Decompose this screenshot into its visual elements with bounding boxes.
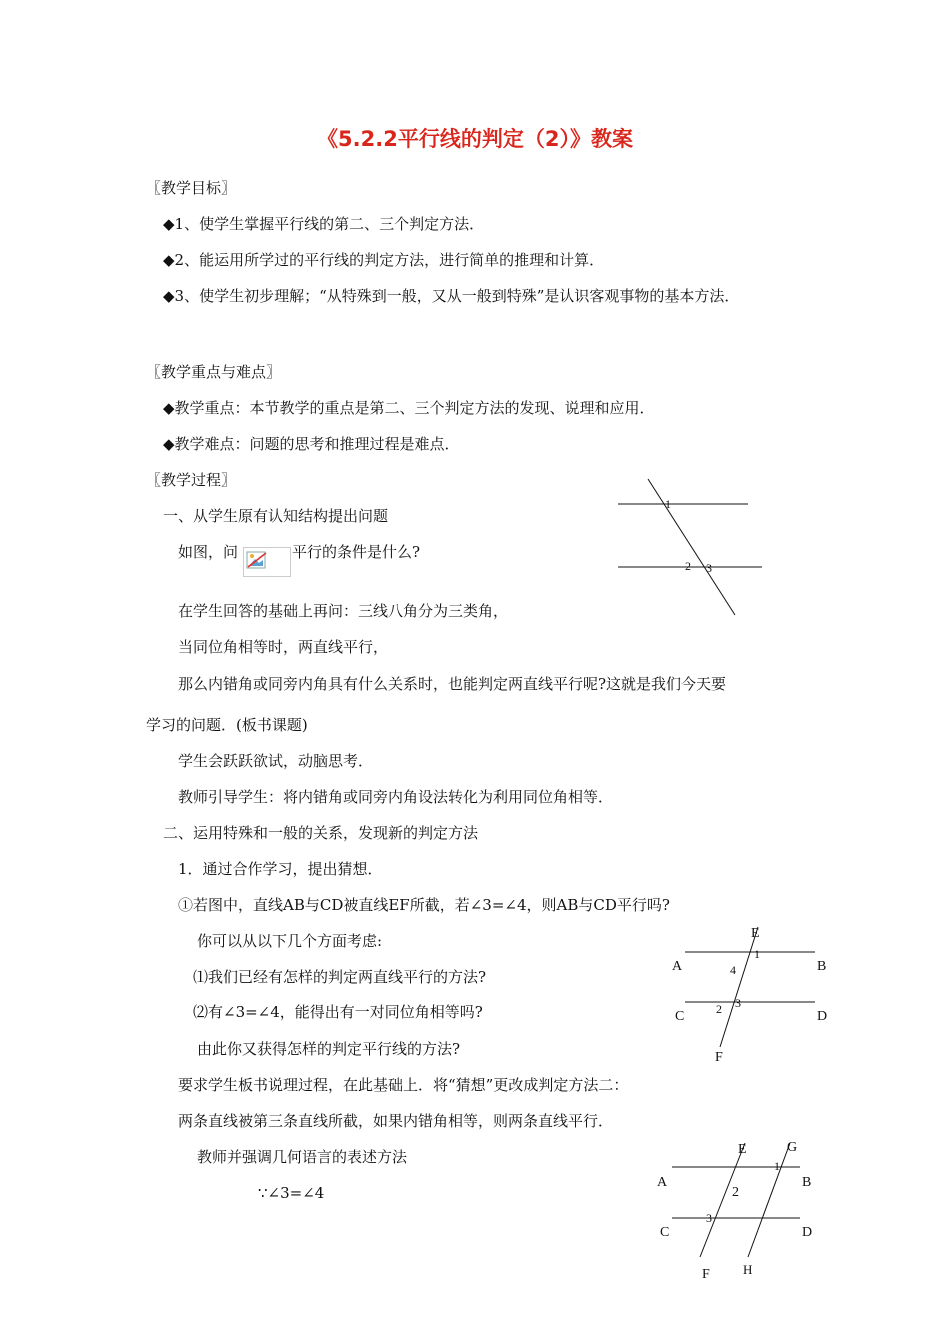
fig3-label: C [660,1225,670,1240]
fig3-label: B [802,1175,812,1190]
fig3-label: D [802,1225,813,1240]
fig2-label: 4 [730,963,736,977]
paragraph: 学习的问题．(板书课题) [146,716,308,734]
fig1-label: 2 [685,559,691,573]
fig2-label: 1 [754,947,760,961]
section-heading: 二、运用特殊和一般的关系，发现新的判定方法 [163,824,479,842]
fig3-label: 3 [706,1211,712,1225]
paragraph: 学生会跃跃欲试，动脑思考． [178,752,374,770]
objective-item: ◆2、能运用所学过的平行线的判定方法，进行简单的推理和计算． [163,251,605,269]
paragraph: 要求学生板书说理过程，在此基础上．将“猜想”更改成判定方法二： [178,1076,629,1094]
fig1-label: 1 [665,497,671,511]
fig1-transversal [648,479,735,615]
figure-transversal-ef [665,922,840,1067]
paragraph: ①若图中，直线AB与CD被直线EF所截，若∠3=∠4，则AB与CD平行吗? [178,896,670,914]
fig3-label: H [743,1262,753,1277]
paragraph: 你可以从以下几个方面考虑: [197,932,383,950]
paragraph: 1．通过合作学习，提出猜想． [178,860,383,878]
objectives-heading: 〖教学目标〗 [146,179,237,197]
fig2-label: 3 [735,996,741,1010]
document-title: 《5.2.2平行线的判定（2）》教案 [317,127,633,151]
section-heading: 一、从学生原有认知结构提出问题 [163,507,389,525]
paragraph: 那么内错角或同旁内角具有什么关系时，也能判定两直线平行呢?这就是我们今天要 [178,675,727,693]
embedded-image-placeholder [243,547,291,577]
fig3-label: E [738,1142,747,1157]
paragraph: ⑵有∠3=∠4，能得出有一对同位角相等吗? [193,1003,483,1021]
paragraph: 两条直线被第三条直线所截，如果内错角相等，则两条直线平行． [178,1112,614,1130]
question-text-a: 如图，问 [178,543,239,561]
fig2-label: F [715,1050,723,1065]
paragraph: ⑴我们已经有怎样的判定两直线平行的方法? [193,968,487,986]
process-heading: 〖教学过程〗 [146,471,237,489]
figure-transversal-1 [610,475,770,620]
fig3-line-ef [700,1143,745,1257]
fig2-label: B [817,959,827,974]
fig2-label: 2 [716,1002,722,1016]
paragraph: 在学生回答的基础上再问：三线八角分为三类角， [178,602,509,620]
fig2-line-ef [720,927,758,1047]
keypoints-heading: 〖教学重点与难点〗 [146,363,282,381]
fig3-label: 1 [774,1159,780,1173]
keypoint-item: ◆教学难点：问题的思考和推理过程是难点． [163,435,460,453]
paragraph: 由此你又获得怎样的判定平行线的方法? [197,1040,461,1058]
fig3-label: G [787,1140,798,1155]
objective-item: ◆1、使学生掌握平行线的第二、三个判定方法． [163,215,485,233]
paragraph: 教师引导学生：将内错角或同旁内角设法转化为利用同位角相等． [178,788,614,806]
question-text-b: 平行的条件是什么? [292,543,421,561]
fig3-label: 2 [732,1185,739,1200]
paragraph: 教师并强调几何语言的表述方法 [197,1148,408,1166]
keypoint-item: ◆教学重点：本节教学的重点是第二、三个判定方法的发现、说理和应用． [163,399,655,417]
fig2-label: D [817,1009,828,1024]
fig3-label: F [702,1267,710,1282]
fig3-line-gh [748,1143,790,1257]
broken-image-icon [246,551,270,571]
fig2-label: A [672,959,683,974]
fig2-label: C [675,1009,685,1024]
fig3-label: A [657,1175,668,1190]
paragraph: ∵∠3=∠4 [258,1184,325,1202]
fig2-label: E [751,926,760,941]
figure-two-transversals [650,1135,825,1285]
paragraph: 当同位角相等时，两直线平行， [178,638,389,656]
objective-item: ◆3、使学生初步理解；“从特殊到一般，又从一般到特殊”是认识客观事物的基本方法． [163,287,740,305]
fig1-label: 3 [706,561,712,575]
